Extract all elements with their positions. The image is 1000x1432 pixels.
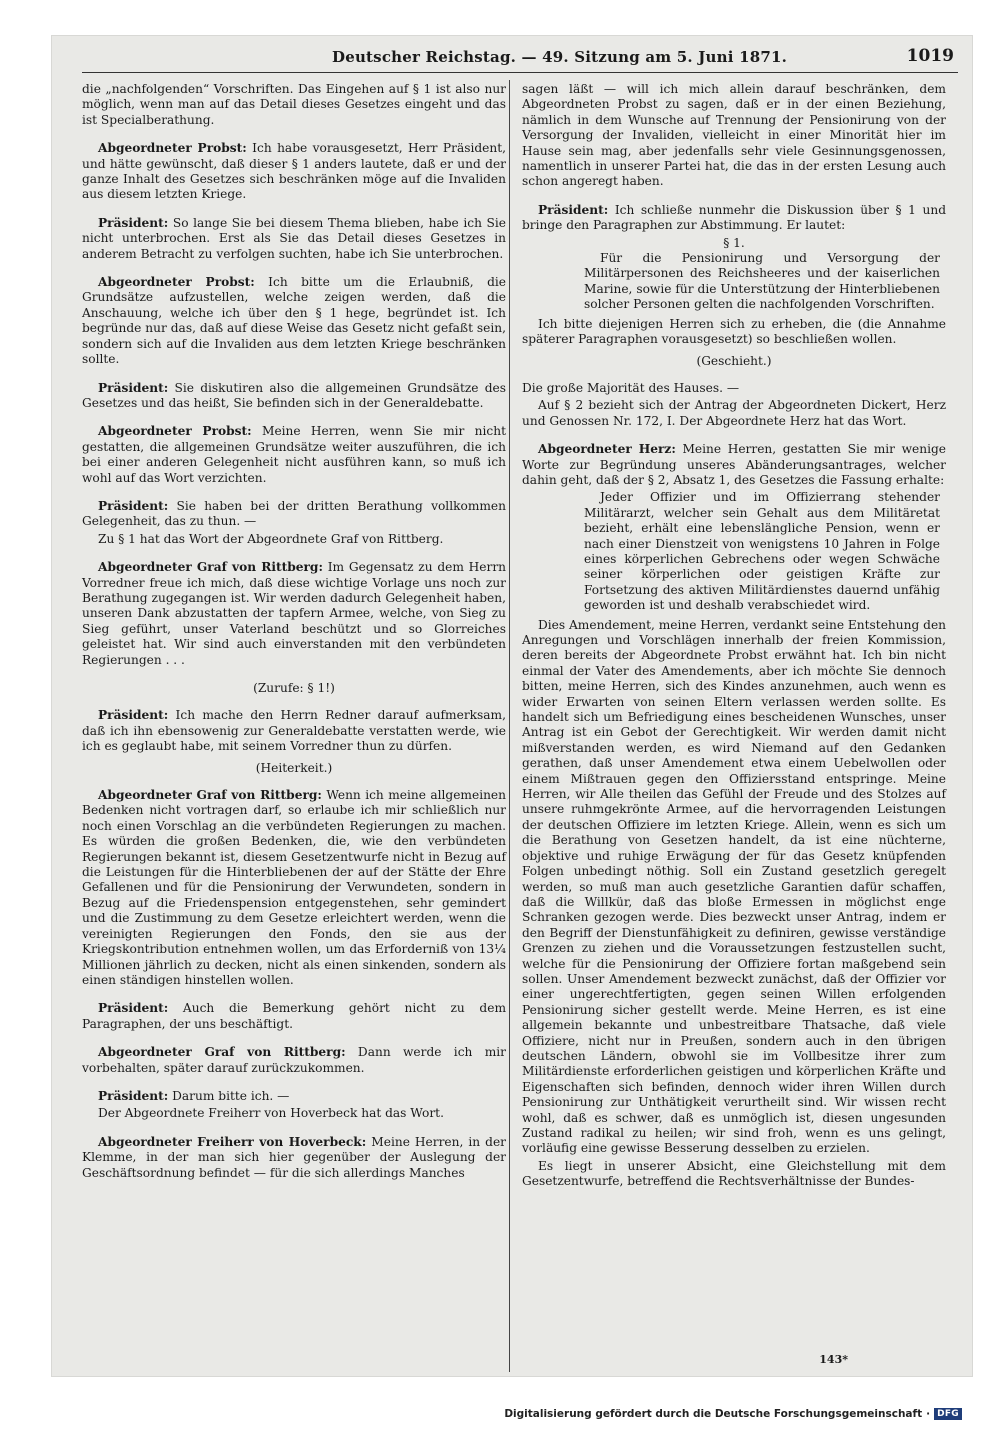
speaker-label: Präsident:	[98, 1088, 169, 1103]
speech-text: Meine Herren, in der Klemme, in der man sich hier gegenüber der Auslegung der Geschäftsordnung befindet — für die sich allerdings Manches	[82, 1134, 506, 1180]
running-title: Deutscher Reichstag. — 49. Sitzung am 5. Juni 1871.	[332, 48, 788, 66]
interjection: (Zurufe: § 1!)	[253, 681, 335, 695]
speaker-label: Präsident:	[538, 202, 609, 217]
interjection: (Heiterkeit.)	[255, 760, 333, 775]
paragraph: die „nachfolgenden“ Vorschriften. Das Eingehen auf § 1 ist also nur möglich, wenn man auf das Detail dieses Gesetzes eingeht und das ist Specialberathung.	[82, 82, 506, 127]
left-column	[82, 82, 506, 1194]
speaker-label: Präsident:	[98, 498, 169, 513]
signature-mark: 143*	[819, 1353, 848, 1366]
speaker-label: Abgeordneter Probst:	[98, 424, 252, 439]
interjection: (Geschieht.)	[696, 353, 772, 368]
column-divider	[509, 80, 510, 1372]
paragraph	[522, 442, 946, 488]
speaker-label: Präsident:	[98, 215, 169, 230]
paragraph: Auf § 2 bezieht sich der Antrag der Abgeordneten Dickert, Herz und Genossen Nr. 172, I. Der Abgeordnete Herz hat das Wort.	[522, 398, 946, 428]
paragraph	[82, 499, 506, 530]
digitization-credit: Digitalisierung gefördert durch die Deutsche Forschungsgemeinschaft · DFG	[504, 1408, 962, 1420]
paragraph	[82, 708, 506, 754]
speech-text: Meine Herren, wenn Sie mir nicht gestatten, die allgemeinen Grundsätze weiter auszuführen, die ich bei einer anderen Gelegenheit nicht ausführen kann, so muß ich wohl auf das Wort verzichten.	[82, 424, 506, 485]
speech-text: Ich schließe nunmehr die Diskussion über § 1 und bringe den Paragraphen zur Abstimmung. Er lautet:	[522, 202, 946, 233]
paragraph: Ich bitte diejenigen Herren sich zu erheben, die (die Annahme späterer Paragraphen vorausgesetzt) so beschließen wollen.	[522, 316, 946, 347]
dfg-logo: DFG	[934, 1408, 962, 1420]
paragraph: Der Abgeordnete Freiherr von Hoverbeck hat das Wort.	[98, 1106, 444, 1121]
paragraph	[82, 381, 506, 412]
paragraph	[82, 560, 506, 668]
amendment-quote: Jeder Offizier und im Offizierrang stehender Militärarzt, welcher sein Gehalt aus dem Militäretat bezieht, erhält eine lebenslängliche Pension, wenn er nach einer Dienstzeit von wenigstens 10 Jahren in Folge eines körperlichen Gebrechens oder wegen Schwäche seiner körperlichen oder geistigen Kräfte zur Fortsetzung des aktiven Militärdienstes dauernd unfähig geworden ist und deshalb verabschiedet wird.	[584, 490, 940, 613]
law-quote: Für die Pensionirung und Versorgung der Militärpersonen des Reichsheeres und der kaiserlichen Marine, sowie für die Unterstützung der Hinterbliebenen solcher Personen gelten die nachfolgenden Vorschriften.	[584, 251, 940, 312]
speech-text: Sie haben bei der dritten Berathung vollkommen Gelegenheit, das zu thun. —	[82, 498, 506, 529]
speaker-label: Abgeordneter Graf von Rittberg:	[98, 560, 323, 575]
paragraph	[82, 216, 506, 262]
paragraph: Dies Amendement, meine Herren, verdankt seine Entstehung den Anregungen und Vorschlägen innerhalb der freien Kommission, deren bereits der Abgeordnete Probst erwähnt hat. Ich bin nicht einmal der Vater des Amendements, aber ich möchte Sie dennoch bitten, meine Herren, sich des Kindes anzunehmen, auch wenn es wider Erwarten von seinen Eltern verlassen werden sollte. Es handelt sich um Befriedigung eines bescheidenen Wunsches, unser Antrag ist ein Gebot der Gerechtigkeit. Wir werden damit nicht mißverstanden werden, es wird Niemand auf den Gedanken gerathen, daß unser Amendement etwa einem Uebelwollen oder einem Mißtrauen gegen den Offiziersstand entspringe. Meine Herren, wir Alle theilen das Gefühl der Freude und des Stolzes auf unsere ruhmgekrönte Armee, auf die hervorragenden Leistungen der deutschen Offiziere im letzten Kriege. Allein, wenn es sich um die Berathung von Gesetzen handelt, da ist eine nüchterne, objektive und ruhige Erwägung der für das Gesetz knüpfenden Folgen unbedingt nöthig. Soll ein Zustand gesetzlich geregelt werden, so muß man auch gesetzliche Garantien dafür schaffen, daß die Willkür, daß das bloße Ermessen in möglichst enge Schranken gezogen werde. Dies bezweckt unser Antrag, indem er den Begriff der Dienstunfähigkeit zu definiren, gewisse verständige Grenzen zu ziehen und die Voraussetzungen festzustellen sucht, welche für die Pensionirung der Offiziere fortan maßgebend sein sollen. Unser Amendement bezweckt zunächst, daß der Offizier vor einer ungerechtfertigten, gegen seinen Willen erfolgenden Pensionirung sicher gestellt werde. Meine Herren, es ist eine allgemein bekannte und unbestreitbare Thatsache, daß viele Offiziere, nicht nur in Preußen, sondern auch in den übrigen deutschen Ländern, obwohl sie im Vollbesitze ihrer zum Militärdienste erforderlichen geistigen und körperlichen Kräfte und Eigenschaften sich befinden, dennoch wider ihren Willen durch Pensionirung zur Unthätigkeit verurtheilt sind. Wir wissen recht wohl, daß es schwer, daß es unmöglich ist, diesen ungesunden Zustand radikal zu heilen; wir sind froh, wenn es uns gelingt, vorläufig eine gewisse Besserung desselben zu erzielen.	[522, 617, 947, 1156]
paragraph	[82, 788, 506, 988]
speaker-label: Präsident:	[98, 380, 169, 395]
scanned-page	[52, 36, 972, 1376]
speech-text: Ich habe vorausgesetzt, Herr Präsident, und hätte gewünscht, daß dieser § 1 anders lautete, daß er und der ganze Inhalt des Gesetzes sich beschränken möge auf die Invaliden aus diesem letzten Kriege.	[82, 141, 506, 202]
paragraph	[82, 1045, 506, 1076]
paragraph	[82, 1001, 506, 1032]
speech-text: Im Gegensatz zu dem Herrn Vorredner freue ich mich, daß diese wichtige Vorlage uns noch zur Berathung zugegangen ist. Wir werden dadurch Gelegenheit haben, unseren Dank abzustatten der tapfern Armee, welche, von Sieg zu Sieg geführt, unser Vaterland beschützt und so Glorreiches geleistet hat. Wir sind auch einverstanden mit den verbündeten Regierungen . . .	[82, 560, 507, 667]
paragraph: Zu § 1 hat das Wort der Abgeordnete Graf von Rittberg.	[98, 531, 444, 546]
speech-text: Auch die Bemerkung gehört nicht zu dem Paragraphen, der uns beschäftigt.	[82, 1001, 506, 1031]
paragraph: Die große Majorität des Hauses. —	[522, 380, 740, 395]
speaker-label: Abgeordneter Freiherr von Hoverbeck:	[98, 1134, 367, 1149]
paragraph: sagen läßt — will ich mich allein darauf beschränken, dem Abgeordneten Probst zu sagen, daß er in der einen Beziehung, nämlich in dem Wunsche auf Trennung der Pensionirung von der Versorgung der Invaliden, vielleicht in einer Minorität hier im Hause sein mag, aber jedenfalls sehr viele Gesinnungsgenossen, namentlich in unserer Partei hat, die das in der ersten Lesung auch schon angeregt haben.	[522, 82, 946, 189]
page-header	[82, 44, 958, 73]
paragraph	[82, 141, 506, 203]
speaker-label: Präsident:	[98, 1001, 169, 1016]
speech-text: Wenn ich meine allgemeinen Bedenken nicht vortragen darf, so erlaube ich mir schließlich nur noch einen Vorschlag an die verbündeten Regierungen zu machen. Es würden die großen Bedenken, die, wie den verbündeten Regierungen bekannt ist, diesem Gesetzentwurfe nicht in Bezug auf die Leistungen für die Hinterbliebenen der auf der Stätte der Ehre Gefallenen und für die Pensionirung der Verwundeten, sondern in Bezug auf die Friedenspension entgegenstehen, sehr gemindert und die Zustimmung zu dem Gesetze erleichtert werden, wenn die vereinigten Regierungen den Fonds, den sie aus der Kriegskontribution entnehmen wollen, um das Erforderniß von 13¼ Millionen jährlich zu decken, nicht als einen sinkenden, sondern als einen ständigen hinstellen wollen.	[82, 788, 506, 987]
credit-text: Digitalisierung gefördert durch die Deutsche Forschungsgemeinschaft	[504, 1408, 923, 1420]
speaker-label: Abgeordneter Graf von Rittberg:	[98, 788, 322, 803]
speech-text: Ich bitte um die Erlaubniß, die Grundsätze aufzustellen, welche zeigen werden, daß die Anschauung, welche ich über den § 1 hege, begründet ist. Ich begründe nur das, daß auf diese Weise das Gesetz nicht gefaßt sein, sondern sich auf die Invaliden aus dem letzten Kriege beschränken sollte.	[82, 275, 506, 367]
speech-text: Sie diskutiren also die allgemeinen Grundsätze des Gesetzes und das heißt, Sie befinden sich in der Generaldebatte.	[82, 380, 506, 410]
paragraph	[82, 424, 506, 486]
paragraph	[82, 1089, 506, 1104]
right-column	[522, 82, 946, 1203]
speech-text: So lange Sie bei diesem Thema blieben, habe ich Sie nicht unterbrochen. Erst als Sie das Detail dieses Gesetzes in anderem Betracht zu verfolgen suchten, habe ich Sie unterbrochen.	[82, 215, 506, 261]
speaker-label: Abgeordneter Probst:	[98, 275, 255, 290]
speaker-label: Abgeordneter Graf von Rittberg:	[98, 1045, 346, 1060]
speech-text: Dann werde ich mir vorbehalten, später darauf zurückzukommen.	[82, 1045, 506, 1075]
speaker-label: Präsident:	[98, 708, 169, 723]
page-number: 1019	[906, 46, 954, 66]
speech-text: Ich mache den Herrn Redner darauf aufmerksam, daß ich ihn ebensowenig zur Generaldebatte verstatten werde, wie ich es geglaubt habe, mit seinem Vorredner thun zu dürfen.	[82, 708, 506, 754]
paragraph	[82, 1135, 506, 1181]
speaker-label: Abgeordneter Herz:	[538, 442, 676, 457]
speaker-label: Abgeordneter Probst:	[98, 141, 247, 156]
section-number: § 1.	[723, 235, 745, 250]
speech-text: Darum bitte ich. —	[168, 1088, 290, 1103]
speech-text: Meine Herren, gestatten Sie mir wenige Worte zur Begründung unseres Abänderungsantrages, welcher dahin geht, daß der § 2, Absatz 1, des Gesetzes die Fassung erhalte:	[522, 442, 946, 487]
paragraph	[82, 275, 506, 367]
paragraph	[522, 203, 946, 234]
paragraph: Es liegt in unserer Absicht, eine Gleichstellung mit dem Gesetzentwurfe, betreffend die Rechtsverhältnisse der Bundes-	[522, 1158, 946, 1189]
